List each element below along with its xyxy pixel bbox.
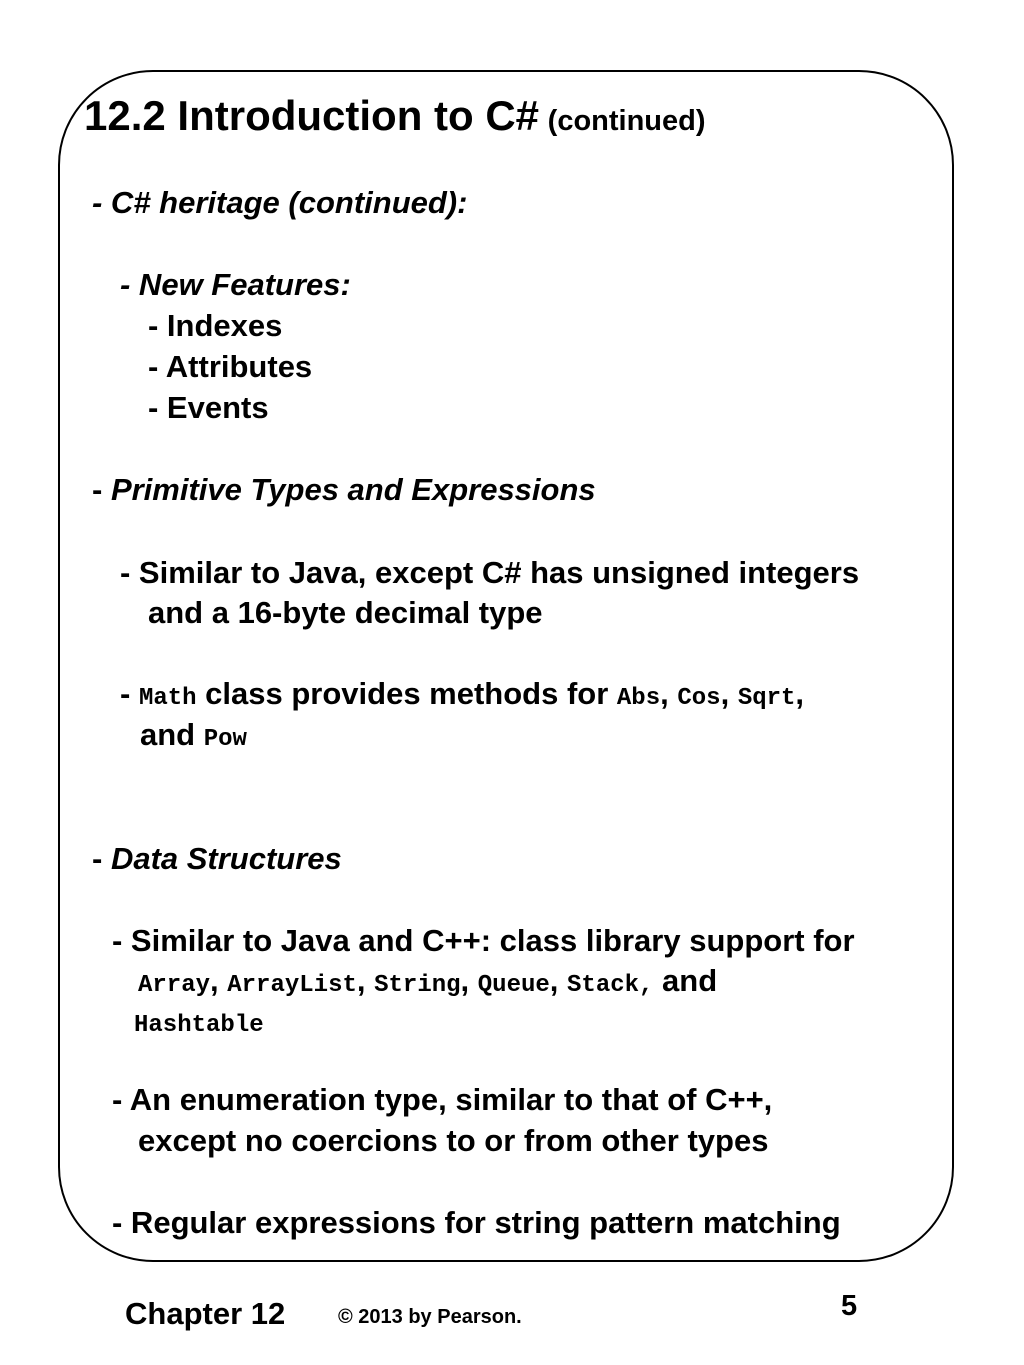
ds-and: and — [653, 963, 718, 998]
heritage-heading: - C# heritage (continued): — [92, 185, 468, 220]
title-main: 12.2 Introduction to C# — [84, 92, 540, 139]
math-cos-code: Cos — [677, 685, 721, 712]
math-class-code: Math — [138, 685, 197, 712]
math-sqrt-code: Sqrt — [737, 685, 796, 712]
primitive-line-2: and a 16-byte decimal type — [148, 595, 543, 630]
primitive-dash: - — [92, 472, 111, 507]
ds-dash: - — [92, 841, 111, 876]
ds-array-code: Array — [138, 972, 211, 999]
enum-line-2: except no coercions to or from other types — [138, 1123, 769, 1158]
math-pow-code: Pow — [203, 726, 247, 753]
ds-queue-code: Queue — [477, 972, 550, 999]
ds-comma-2: , — [356, 963, 375, 998]
ds-stack-code: Stack, — [567, 972, 654, 999]
primitive-heading-text: Primitive Types and Expressions — [110, 472, 596, 507]
math-comma-2: , — [720, 676, 738, 711]
new-features-heading: - New Features: — [120, 267, 351, 302]
math-and: and — [140, 717, 204, 752]
footer-page-number: 5 — [841, 1290, 858, 1322]
ds-comma-1: , — [210, 963, 228, 998]
math-line-1 — [120, 675, 804, 718]
math-comma-3: , — [795, 676, 805, 711]
slide-title — [84, 92, 706, 140]
title-subtitle: (continued) — [547, 105, 706, 137]
feature-indexes: - Indexes — [148, 308, 283, 343]
math-text: class provides methods for — [196, 676, 617, 711]
math-abs-code: Abs — [616, 685, 661, 712]
ds-line-3 — [134, 1002, 264, 1045]
data-structures-heading — [92, 840, 342, 878]
enum-line-1: - An enumeration type, similar to that of C++, — [112, 1082, 773, 1117]
primitive-line-1: - Similar to Java, except C# has unsigned integers — [120, 555, 860, 590]
ds-line-1: - Similar to Java and C++: class library support for — [112, 923, 855, 958]
regex-line: - Regular expressions for string pattern matching — [112, 1205, 841, 1240]
footer-copyright: © 2013 by Pearson. — [338, 1306, 522, 1328]
feature-attributes: - Attributes — [148, 349, 313, 384]
feature-events: - Events — [148, 390, 269, 425]
ds-comma-3: , — [460, 963, 478, 998]
ds-line-2 — [138, 962, 717, 1005]
math-line-2 — [140, 716, 247, 759]
ds-comma-4: , — [549, 963, 568, 998]
ds-hashtable-code: Hashtable — [134, 1012, 264, 1039]
math-dash: - — [120, 676, 139, 711]
footer-chapter: Chapter 12 — [125, 1296, 286, 1331]
ds-heading-text: Data Structures — [110, 841, 342, 876]
math-comma-1: , — [660, 676, 678, 711]
primitive-types-heading — [92, 471, 596, 509]
ds-string-code: String — [374, 972, 461, 999]
ds-arraylist-code: ArrayList — [227, 972, 357, 999]
